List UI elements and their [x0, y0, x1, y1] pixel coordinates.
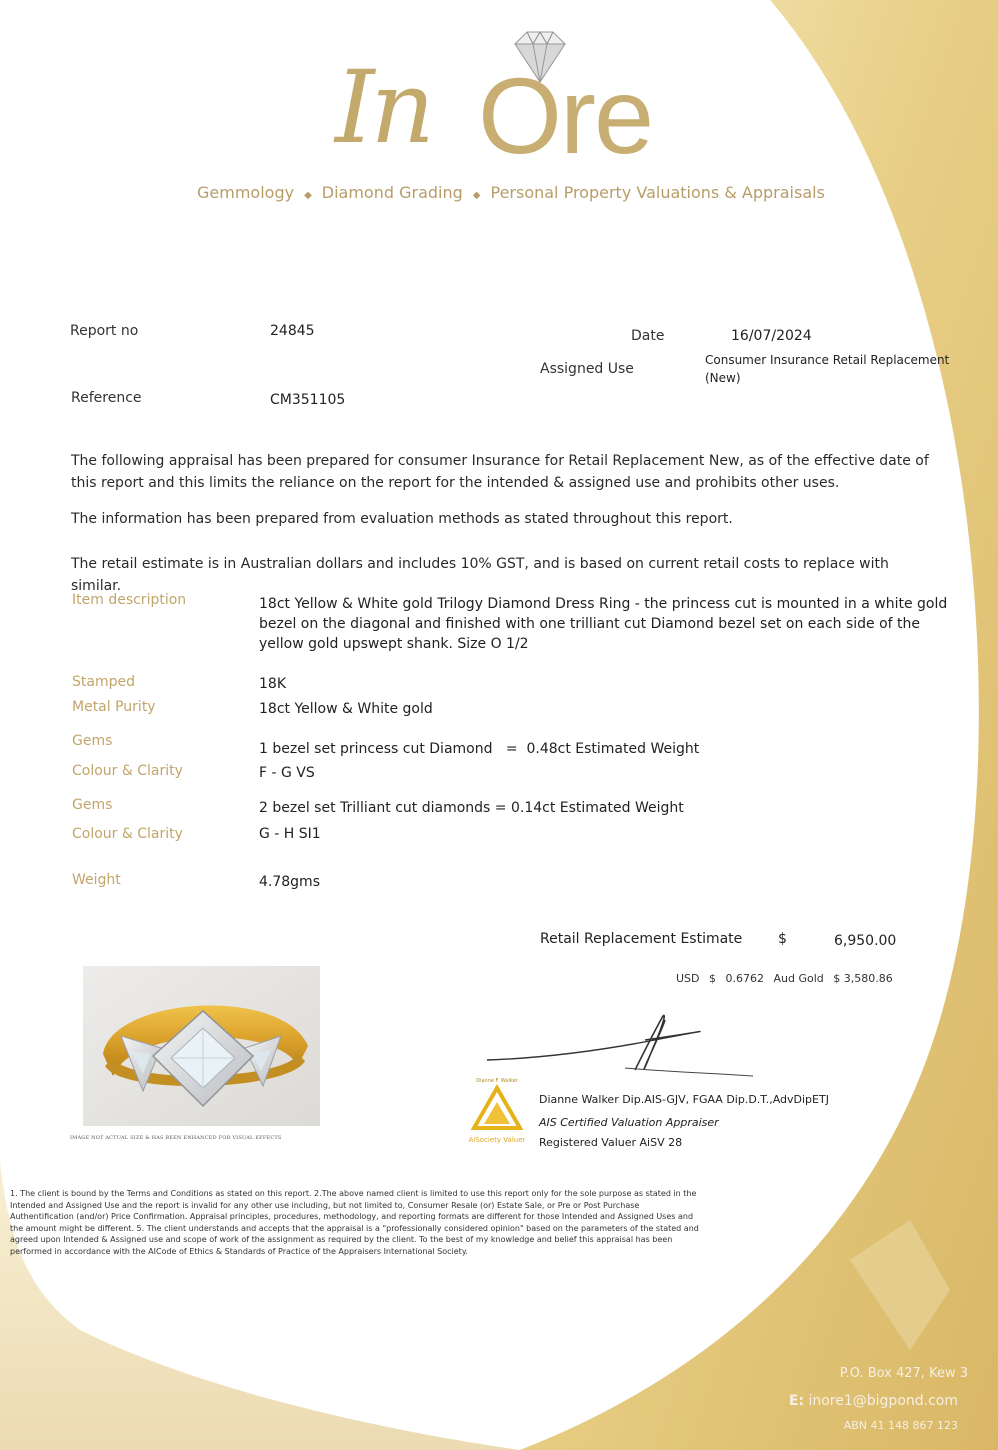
item-description-label: Item description [72, 592, 187, 608]
email-row [789, 1393, 958, 1409]
date-label: Date [631, 328, 665, 344]
logo-word-text: Ore [478, 55, 653, 176]
usd-label: USD [676, 972, 700, 985]
colour-clarity-value: F - G VS [259, 765, 315, 781]
colour-clarity-label: Colour & Clarity [72, 826, 183, 842]
exchange-rate-row [676, 972, 893, 985]
assigned-use-line2: (New) [705, 371, 741, 385]
ring-photo [83, 966, 320, 1126]
usd-symbol: $ [709, 972, 717, 985]
diamond-separator-icon: ◆ [304, 190, 312, 201]
report-no-label: Report no [70, 323, 139, 339]
logo-script-text: In [335, 49, 431, 166]
usd-rate: 0.6762 [725, 972, 765, 985]
assigned-use-line1: Consumer Insurance Retail Replacement [705, 353, 950, 367]
stamped-label: Stamped [72, 674, 135, 690]
aisv-seal-icon [468, 1072, 526, 1156]
aud-gold-label: Aud Gold [773, 972, 824, 985]
weight-label: Weight [72, 872, 121, 888]
signatory-registration: Registered Valuer AiSV 28 [539, 1136, 683, 1149]
reference-label: Reference [71, 390, 142, 406]
tagline-item: Personal Property Valuations & Appraisals [490, 183, 825, 202]
intro-paragraph-2: The information has been prepared from evaluation methods as stated throughout this report. [71, 511, 733, 527]
email-label: E: [788, 1393, 805, 1409]
gems-label: Gems [72, 797, 113, 813]
colour-clarity-label: Colour & Clarity [72, 763, 183, 779]
seal-bottom-text: AiSociety Valuer [468, 1136, 526, 1144]
tagline-item: Diamond Grading [321, 183, 463, 202]
seal-top-text: Dianne F. Walker [476, 1078, 518, 1084]
signatory-title: AIS Certified Valuation Appraiser [539, 1116, 719, 1129]
date-value: 16/07/2024 [731, 328, 812, 344]
stamped-value: 18K [259, 676, 286, 692]
intro-paragraph-3: The retail estimate is in Australian dollars and includes 10% GST, and is based on current retail costs to replace with similar. [71, 556, 889, 594]
metal-purity-value: 18ct Yellow & White gold [259, 701, 433, 717]
gems-label: Gems [72, 733, 113, 749]
estimate-currency: $ [778, 931, 787, 947]
diamond-separator-icon: ◆ [472, 190, 481, 201]
image-caption: IMAGE NOT ACTUAL SIZE & HAS BEEN ENHANCED FOR VISUAL EFFECTS [70, 1135, 282, 1141]
abn: ABN 41 148 867 123 [843, 1419, 958, 1432]
ring-illustration [83, 966, 320, 1126]
metal-purity-label: Metal Purity [72, 699, 156, 715]
tagline-item: Gemmology [197, 183, 295, 202]
tagline [197, 183, 825, 202]
terms-footnote: 1. The client is bound by the Terms and Conditions as stated on this report. 2.The above named client is limited to use this report only for the sole purpose as stated in the Intended and Assigned Use and the report is invalid for any other use including, but not limited to, Consumer Resale (or) Estate Sale, or Pre or Post Purchase Authentification (and/or) Price Confirmation. Appraisal principles, procedures, methodology, and reporting formats are different for those Intended and Assigned Uses and the amount might be different. 5. The client understands and accepts that the appraisal is a "professionally considered opinion" based on the parameters of the stated and agreed upon Intended & Assigned use and scope of work of the assignment as required by the client. To the best of my knowledge and belief this appraisal has been performed in accordance with the AICode of Ethics & Standards of Practice of the Appraisers International Society. [10, 1189, 699, 1256]
weight-value: 4.78gms [259, 874, 320, 890]
reference-value: CM351105 [270, 392, 346, 408]
gems-value: 1 bezel set princess cut Diamond = 0.48ct Estimated Weight [259, 741, 700, 757]
po-box: P.O. Box 427, Kew 3 [839, 1366, 968, 1381]
signature-graphic [485, 1010, 785, 1090]
assigned-use-label: Assigned Use [540, 361, 634, 377]
aud-gold-value: $ 3,580.86 [833, 972, 893, 985]
estimate-label: Retail Replacement Estimate [540, 931, 743, 947]
report-no-value: 24845 [270, 323, 315, 339]
email-link[interactable]: inore1@bigpond.com [808, 1393, 958, 1409]
estimate-amount: 6,950.00 [834, 933, 897, 949]
gems-value: 2 bezel set Trilliant cut diamonds = 0.14ct Estimated Weight [259, 800, 684, 816]
intro-paragraph-1: The following appraisal has been prepared for consumer Insurance for Retail Replacement New, as of the effective date of this report and this limits the reliance on the report for the intended & assigned use and prohibits other uses. [71, 453, 929, 491]
colour-clarity-value: G - H SI1 [259, 826, 321, 842]
item-description-value: 18ct Yellow & White gold Trilogy Diamond Dress Ring - the princess cut is mounted in a white gold bezel on the diagonal and finished with one trilliant cut Diamond bezel set on each side of the yellow gold upswept shank. Size O 1/2 [259, 596, 948, 652]
signatory-name: Dianne Walker Dip.AIS-GJV, FGAA Dip.D.T.,AdvDipETJ [539, 1093, 829, 1106]
